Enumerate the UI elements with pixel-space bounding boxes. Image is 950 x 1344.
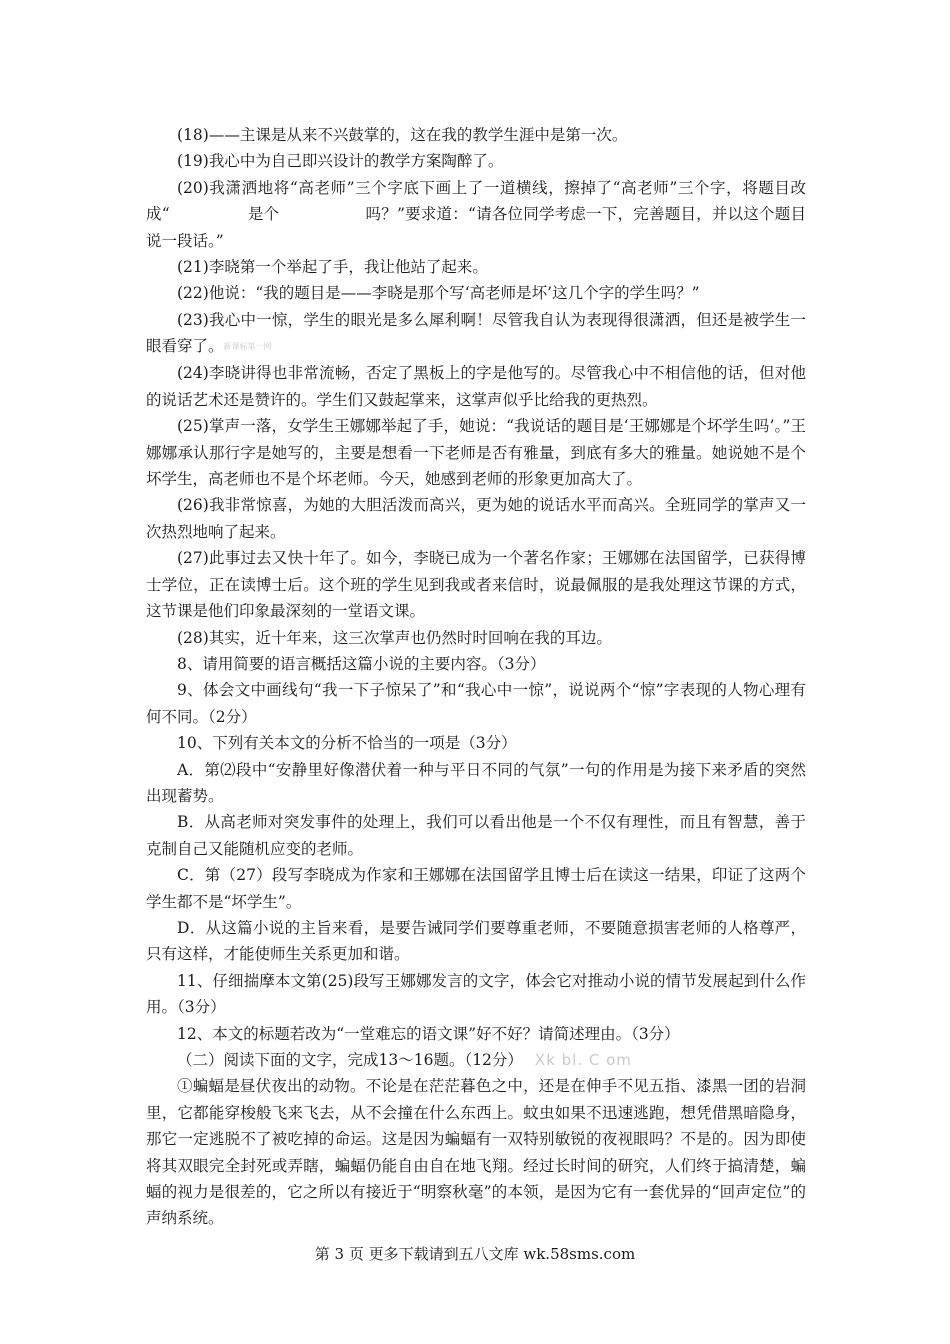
question-10-option-a: A．第⑵段中“安静里好像潜伏着一种与平日不同的气氛”一句的作用是为接下来矛盾的突然出现蓄势。 [146, 760, 806, 805]
question-12: 12、本文的标题若改为“一堂难忘的语文课”好不好？请简述理由。（3分） [177, 1024, 680, 1043]
paragraph-19: (19)我心中为自己即兴设计的教学方案陶醉了。 [177, 152, 504, 171]
paragraph-23-text: (23)我心中一惊，学生的眼光是多么犀利啊！尽管我自认为表现得很潇洒，但还是被学生一眼看穿了。 [146, 310, 806, 356]
paragraph-20-part-c: 吗？”要求道：“请各位同学考虑一下，完善题目，并以这个题目说一段话。” [146, 205, 806, 250]
question-10: 10、下列有关本文的分析不恰当的一项是（3分） [177, 734, 517, 753]
paragraph-21: (21)李晓第一个举起了手，我让他站了起来。 [177, 258, 488, 277]
section-2-paragraph-1: ①蝙蝠是昼伏夜出的动物。不论是在茫茫暮色之中，还是在伸手不见五指、漆黑一团的岩洞里，它都能穿梭般飞来飞去，从不会撞在什么东西上。蚊虫如果不迅速逃跑，想凭借黑暗隐身，那它一定逃脱不了被吃掉的命运。这是因为蝙蝠有一双特别敏锐的夜视眼吗？不是的。因为即使将其双眼完全封死或弄瞎，蝙蝠仍能自由自在地飞翔。经过长时间的研究，人们终于搞清楚，蝙蝠的视力是很差的，它之所以有接近于“明察秋毫”的本领，是因为它有一套优异的“回声定位”的声纳系统。 [146, 1077, 806, 1228]
paragraph-20-part-a: (20)我潇洒地将“高老师”三个字底下画上了一道横线，擦掉了“高老师”三个字，将题目改成“ [146, 178, 806, 224]
question-10-option-d: D．从这篇小说的主旨来看，是要告诫同学们要尊重老师，不要随意损害老师的人格尊严，只有这样，才能使师生关系更加和谐。 [146, 918, 806, 964]
paragraph-18: (18)——主课是从来不兴鼓掌的，这在我的教学生涯中是第一次。 [177, 126, 628, 144]
section-2-heading-text: （二）阅读下面的文字，完成13～16题。（12分） [177, 1051, 523, 1070]
paragraph-20-part-b: 是个 [247, 205, 280, 224]
page-footer: 第 3 页 更多下载请到五八文库 wk.58sms.com [314, 1245, 636, 1263]
paragraph-23 [146, 307, 806, 361]
paragraph-25: (25)掌声一落，女学生王娜娜举起了手，她说：“我说话的题目是‘王娜娜是个坏学生吗’。”王娜娜承认那行字是她写的，主要是想看一下老师是否有雅量，到底有多大的雅量。她说她不是个坏学生，高老师也不是个坏老师。今天，她感到老师的形象更加高大了。 [146, 417, 806, 489]
watermark-text: Xk bl. C om [534, 1051, 632, 1070]
section-2-heading [146, 1047, 806, 1073]
paragraph-26: (26)我非常惊喜，为她的大胆活泼而高兴，更为她的说话水平而高兴。全班同学的掌声又一次热烈地响了起来。 [146, 496, 806, 541]
faint-watermark: 新课标第一网 [223, 342, 272, 352]
paragraph-20 [146, 175, 806, 254]
document-body [146, 122, 806, 1232]
question-9: 9、体会文中画线句“我一下子惊呆了”和“我心中一惊”，说说两个“惊”字表现的人物心理有何不同。（2分） [146, 681, 806, 726]
paragraph-27: (27)此事过去又快十年了。如今，李晓已成为一个著名作家；王娜娜在法国留学，已获得博士学位，正在读博士后。这个班的学生见到我或者来信时，说最佩服的是我处理这节课的方式，这节课是他们印象最深刻的一堂语文课。 [146, 549, 806, 621]
question-10-option-b: B．从高老师对突发事件的处理上，我们可以看出他是一个不仅有理性，而且有智慧，善于克制自己又能随机应变的老师。 [146, 813, 806, 858]
question-10-option-c: C．第（27）段写李晓成为作家和王娜娜在法国留学且博士后在读这一结果，印证了这两个学生都不是“坏学生”。 [146, 866, 806, 911]
question-8: 8、请用简要的语言概括这篇小说的主要内容。（3分） [177, 654, 546, 673]
question-11: 11、仔细揣摩本文第(25)段写王娜娜发言的文字，体会它对推动小说的情节发展起到什么作用。（3分） [146, 971, 806, 1017]
paragraph-28: (28)其实，近十年来，这三次掌声也仍然时时回响在我的耳边。 [177, 628, 612, 647]
paragraph-22: (22)他说：“我的题目是——李晓是那个写‘高老师是坏’这几个字的学生吗？” [177, 284, 700, 303]
paragraph-24: (24)李晓讲得也非常流畅，否定了黑板上的字是他写的。尽管我心中不相信他的话，但对他的说话艺术还是赞许的。学生们又鼓起掌来，这掌声似乎比给我的更热烈。 [146, 364, 806, 409]
